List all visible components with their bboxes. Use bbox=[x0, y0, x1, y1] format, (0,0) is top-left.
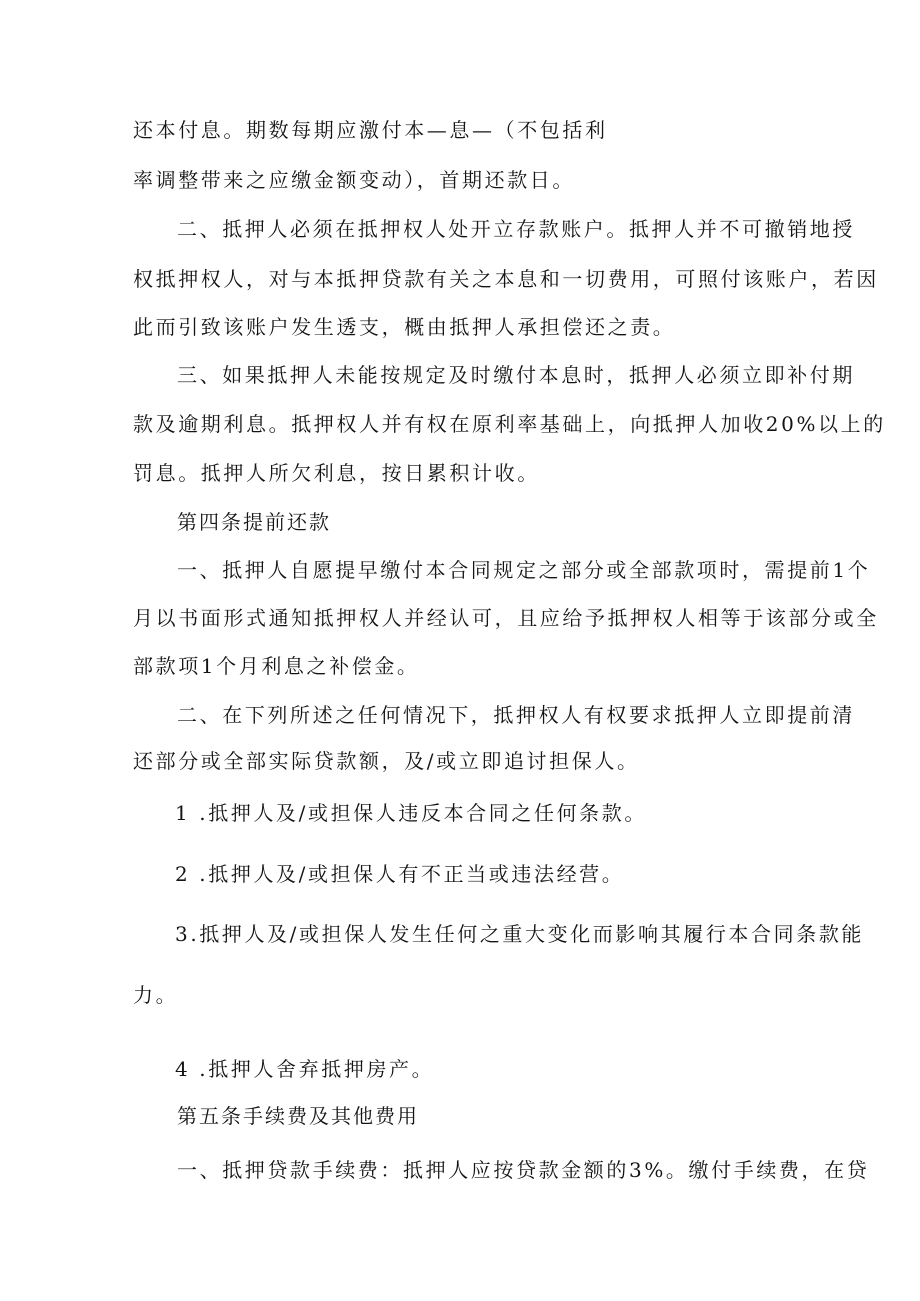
paragraph-line: 还本付息。期数每期应激付本—息—（不包括利 bbox=[133, 118, 608, 142]
paragraph-line: 款及逾期利息。抵押权人并有权在原利率基础上，向抵押人加收20%以上的 bbox=[133, 412, 886, 436]
clause-2-line: 二、在下列所述之任何情况下，抵押权人有权要求抵押人立即提前清 bbox=[177, 703, 855, 727]
section-heading-article-4: 第四条提前还款 bbox=[177, 510, 331, 534]
clause-1-line: 一、抵押贷款手续费：抵押人应按贷款金额的3%。缴付手续费，在贷 bbox=[177, 1158, 870, 1182]
paragraph-line: 部款项1个月利息之补偿金。 bbox=[133, 654, 420, 678]
list-item-1: 1 .抵押人及/或担保人违反本合同之任何条款。 bbox=[175, 801, 647, 825]
clause-3-line: 三、如果抵押人未能按规定及时缴付本息时，抵押人必须立即补付期 bbox=[177, 363, 855, 387]
paragraph-line: 此而引致该账户发生透支，概由抵押人承担偿还之责。 bbox=[133, 315, 676, 339]
paragraph-line: 罚息。抵押人所欠利息，按日累积计收。 bbox=[133, 461, 540, 485]
clause-2-line: 二、抵押人必须在抵押权人处开立存款账户。抵押人并不可撤销地授 bbox=[177, 217, 855, 241]
paragraph-line: 权抵押权人，对与本抵押贷款有关之本息和一切费用，可照付该账户，若因 bbox=[133, 267, 879, 291]
list-item-3-continuation: 力。 bbox=[133, 983, 179, 1007]
paragraph-line: 率调整带来之应缴金额变动），首期还款日。 bbox=[133, 168, 575, 192]
clause-1-line: 一、抵押人自愿提早缴付本合同规定之部分或全部款项时，需提前1个 bbox=[177, 558, 871, 582]
list-item-2: 2 .抵押人及/或担保人有不正当或违法经营。 bbox=[175, 862, 625, 886]
paragraph-line: 还部分或全部实际贷款额，及/或立即追讨担保人。 bbox=[133, 749, 640, 773]
section-heading-article-5: 第五条手续费及其他费用 bbox=[177, 1104, 419, 1128]
paragraph-line: 月以书面形式通知抵押权人并经认可，且应给予抵押权人相等于该部分或全 bbox=[133, 606, 879, 630]
list-item-4: 4 .抵押人舍弃抵押房产。 bbox=[175, 1057, 435, 1081]
list-item-3: 3.抵押人及/或担保人发生任何之重大变化而影响其履行本合同条款能 bbox=[175, 922, 865, 946]
